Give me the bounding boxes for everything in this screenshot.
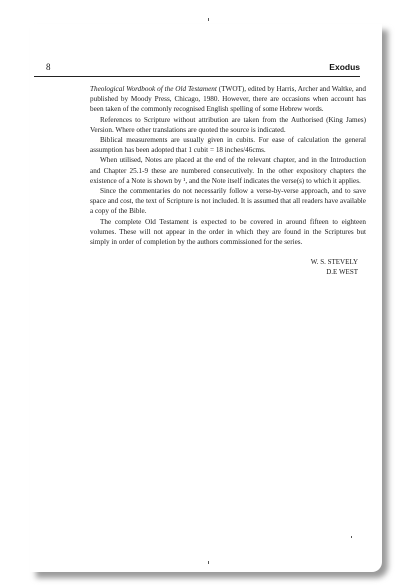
- paragraph-measurements: Biblical measurements are usually given in cubits. For ease of calculation the general assumption has been adopted that 1 cubit = 18 inches/46cms.: [90, 136, 366, 155]
- paragraph-twot: [90, 84, 366, 115]
- signature-west: D.E WEST: [326, 268, 358, 277]
- twot-title: Theological Wordbook of the Old Testament: [90, 85, 217, 93]
- paragraph-scripture-references: References to Scripture without attribution are taken from the Authorised (King James) Version. Where other translations are quoted the source is indicated.: [90, 115, 366, 134]
- crop-mark-bottom: [208, 561, 209, 564]
- body-text: [90, 84, 366, 277]
- signatures: [90, 257, 366, 277]
- paragraph-notes: When utilised, Notes are placed at the end of the relevant chapter, and in the Introduction and Chapter 25.1-9 these are numbered consecutively. In the other expository chapters the existence of a Note is shown by ¹, and the Note itself indicates the verse(s) to which it applies.: [90, 156, 366, 185]
- crop-mark-top: [208, 18, 209, 21]
- document-page: [30, 24, 382, 572]
- paragraph-volumes: The complete Old Testament is expected to be covered in around fifteen to eighteen volumes. These will not appear in the order in which they are found in the Scriptures but simply in order of completion by the authors commissioned for the series.: [90, 217, 366, 247]
- page-number: 8: [46, 62, 51, 72]
- running-header: [34, 62, 360, 77]
- book-title: Exodus: [329, 62, 360, 72]
- crop-mark-right: [351, 536, 352, 538]
- signature-stevely: W. S. STEVELY: [310, 258, 358, 267]
- paragraph-commentaries: Since the commentaries do not necessarily follow a verse-by-verse approach, and to save space and cost, the text of Scripture is not included. It is assumed that all readers have available a copy of the Bible.: [90, 187, 366, 216]
- paragraph-text: (TWOT), edited by Harris, Archer and Waltke, and published by Moody Press, Chicago, 1980. However, there are occasions when account has been taken of the commonly recognised English spelling of some Hebrew words.: [90, 85, 366, 114]
